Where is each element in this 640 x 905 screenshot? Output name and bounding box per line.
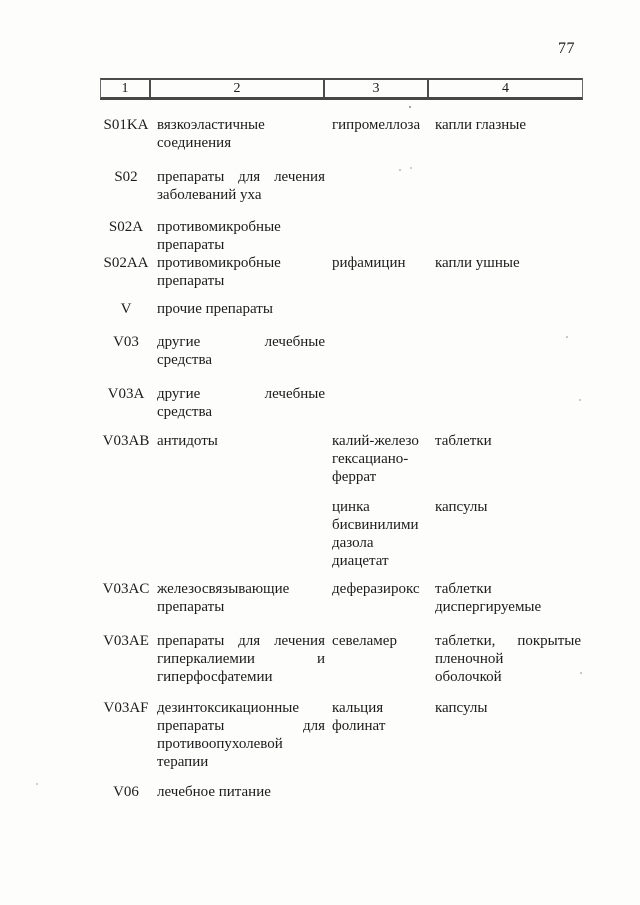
text-line: другие лечебные [157, 334, 325, 350]
dosage-form-cell [435, 116, 581, 134]
text-line: другие лечебные [157, 386, 325, 402]
dosage-form-cell [435, 632, 581, 686]
table-row [100, 498, 584, 570]
text-line: S01KA [103, 117, 149, 133]
dosage-form-cell [435, 432, 581, 450]
text-line: препараты [157, 599, 225, 615]
atc-code-cell [100, 254, 152, 272]
text-line: препараты [157, 273, 225, 289]
text-line: лечебное питание [157, 784, 271, 800]
inn-cell [332, 254, 428, 272]
text-line: антидоты [157, 433, 218, 449]
group-name-cell [157, 783, 325, 801]
scan-speck [410, 167, 412, 169]
text-line: препараты для [157, 718, 325, 734]
table-row [100, 218, 584, 254]
scan-speck [399, 169, 401, 171]
text-line: севеламер [332, 633, 397, 649]
text-line: прочие препараты [157, 301, 273, 317]
text-line: капсулы [435, 499, 488, 515]
table-header-col-2: 2 [151, 80, 325, 97]
text-line: капли ушные [435, 255, 520, 271]
inn-cell [332, 632, 428, 650]
text-line: дезинтоксикационные [157, 700, 299, 716]
table-row [100, 116, 584, 152]
atc-code-cell [100, 783, 152, 801]
scan-speck [409, 106, 411, 108]
scan-speck [580, 672, 582, 674]
group-name-cell [157, 580, 325, 616]
text-line: бисвинилими [332, 517, 419, 533]
text-line: S02 [114, 169, 138, 185]
atc-code-cell [100, 168, 152, 186]
text-line: цинка [332, 499, 370, 515]
table-row [100, 168, 584, 204]
text-line: V06 [113, 784, 139, 800]
text-line: средства [157, 352, 213, 368]
text-line: таблетки, покрытые [435, 633, 581, 649]
table-row [100, 580, 584, 616]
text-line: терапии [157, 754, 209, 770]
text-line: гексациано- [332, 451, 409, 467]
group-name-cell [157, 218, 325, 254]
atc-code-cell [100, 300, 152, 318]
text-line: препараты [157, 237, 225, 253]
scan-speck [579, 399, 581, 401]
group-name-cell [157, 168, 325, 204]
text-line: V [120, 301, 132, 317]
inn-cell [332, 498, 428, 570]
text-line: V03AF [103, 700, 149, 716]
atc-code-cell [100, 218, 152, 236]
text-line: кальция [332, 700, 384, 716]
text-line: препараты для лечения [157, 169, 325, 185]
table-header-col-3: 3 [325, 80, 429, 97]
table-row [100, 385, 584, 421]
text-line: диацетат [332, 553, 389, 569]
group-name-cell [157, 300, 325, 318]
text-line: противомикробные [157, 255, 281, 271]
text-line: S02AA [103, 255, 149, 271]
atc-code-cell [100, 116, 152, 134]
text-line: противоопухолевой [157, 736, 283, 752]
atc-code-cell [100, 432, 152, 450]
text-line: деферазирокс [332, 581, 420, 597]
text-line: противомикробные [157, 219, 281, 235]
text-line: соединения [157, 135, 232, 151]
inn-cell [332, 580, 428, 598]
text-line: V03A [107, 386, 145, 402]
group-name-cell [157, 333, 325, 369]
atc-code-cell [100, 385, 152, 403]
table-header [100, 78, 583, 100]
text-line: V03AB [102, 433, 150, 449]
table-header-col-1: 1 [101, 80, 151, 97]
table-row [100, 699, 584, 771]
text-line: заболеваний уха [157, 187, 262, 203]
dosage-form-cell [435, 580, 581, 616]
dosage-form-cell [435, 254, 581, 272]
inn-cell [332, 699, 428, 735]
text-line: феррат [332, 469, 377, 485]
table-row [100, 432, 584, 486]
text-line: оболочкой [435, 669, 502, 685]
text-line: гиперкалиемии и [157, 651, 325, 667]
text-line: S02A [108, 219, 144, 235]
text-line: гиперфосфатемии [157, 669, 273, 685]
group-name-cell [157, 254, 325, 290]
atc-code-cell [100, 699, 152, 717]
text-line: средства [157, 404, 213, 420]
group-name-cell [157, 632, 325, 686]
text-line: таблетки [435, 433, 492, 449]
text-line: пленочной [435, 651, 504, 667]
inn-cell [332, 116, 428, 134]
text-line: капли глазные [435, 117, 527, 133]
text-line: V03AE [103, 633, 149, 649]
inn-cell [332, 432, 428, 486]
group-name-cell [157, 385, 325, 421]
table-row [100, 333, 584, 369]
text-line: калий-железо [332, 433, 419, 449]
scan-speck [566, 336, 568, 338]
table-header-col-4: 4 [502, 81, 509, 96]
scan-speck [36, 783, 38, 785]
table-row [100, 300, 584, 318]
dosage-form-cell [435, 699, 581, 717]
text-line: V03 [113, 334, 139, 350]
text-line: дазола [332, 535, 374, 551]
group-name-cell [157, 699, 325, 771]
text-line: рифамицин [332, 255, 406, 271]
text-line: препараты для лечения [157, 633, 325, 649]
group-name-cell [157, 116, 325, 152]
text-line: таблетки [435, 581, 492, 597]
text-line: капсулы [435, 700, 488, 716]
atc-code-cell [100, 333, 152, 351]
table-row [100, 254, 584, 290]
group-name-cell [157, 432, 325, 450]
text-line: фолинат [332, 718, 386, 734]
text-line: диспергируемые [435, 599, 542, 615]
table-row [100, 632, 584, 686]
page-number: 77 [558, 40, 575, 57]
text-line: гипромеллоза [332, 117, 421, 133]
dosage-form-cell [435, 498, 581, 516]
atc-code-cell [100, 632, 152, 650]
text-line: V03AC [102, 581, 150, 597]
table-row [100, 783, 584, 801]
atc-code-cell [100, 580, 152, 598]
text-line: вязкоэластичные [157, 117, 265, 133]
text-line: железосвязывающие [157, 581, 290, 597]
table-body [100, 116, 584, 801]
